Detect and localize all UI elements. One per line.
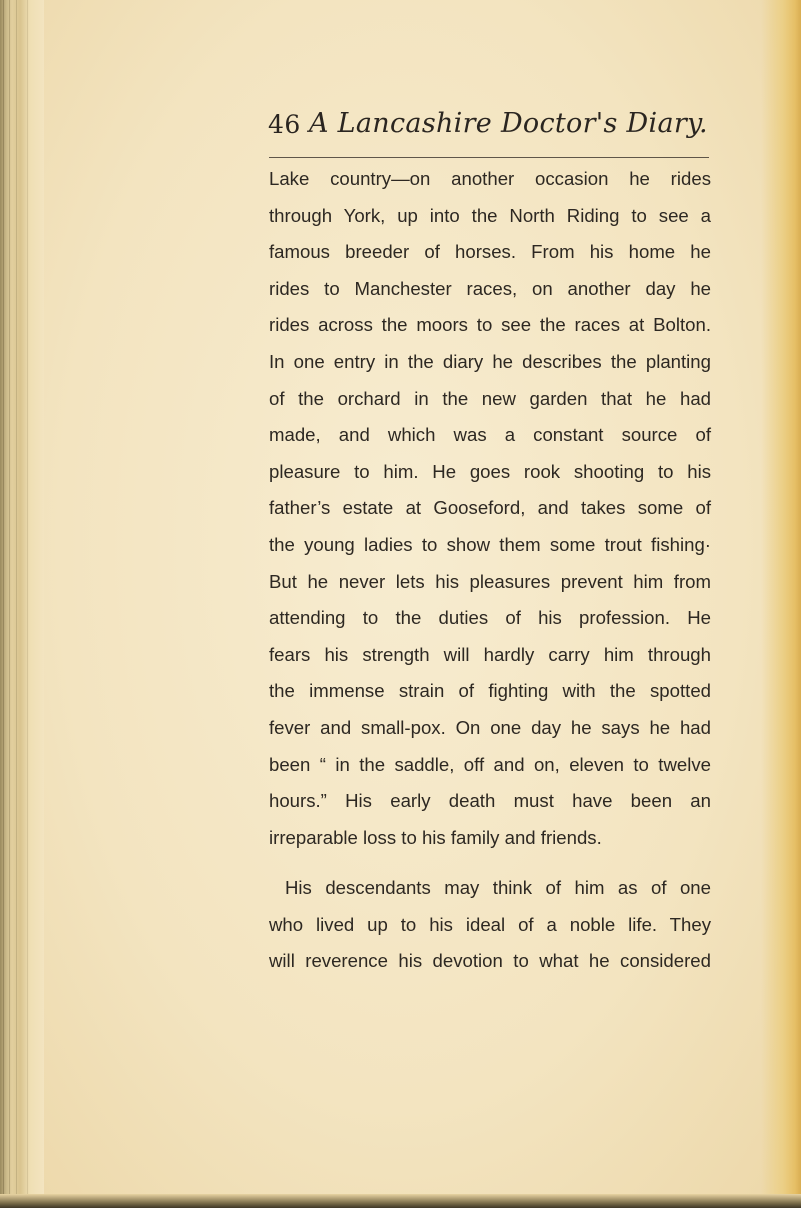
- page-right-edge: [761, 0, 801, 1208]
- text-line: In one entry in the diary he describes the planting: [269, 350, 711, 372]
- text-line: Lake country—on another occasion he rides: [269, 168, 711, 189]
- text-line: the immense strain of fighting with the spotted: [269, 680, 711, 702]
- text-line: the young ladies to show them some trout fishing·: [269, 533, 711, 555]
- text-line: been “ in the saddle, off and on, eleven to twelve: [269, 753, 711, 775]
- text-line: His descendants may think of him as of one: [285, 877, 711, 899]
- paragraph: [269, 870, 711, 980]
- text-line: famous breeder of horses. From his home he: [269, 241, 711, 263]
- gutter-line: [16, 0, 17, 1208]
- text-line: irreparable loss to his family and friends.: [269, 826, 602, 848]
- body-text: [269, 161, 711, 980]
- text-line: will reverence his devotion to what he considered: [269, 950, 711, 972]
- text-line: made, and which was a constant source of: [269, 424, 711, 446]
- text-line: fears his strength will hardly carry him through: [269, 643, 711, 665]
- page-number: 46: [268, 110, 301, 139]
- header-rule: [269, 157, 709, 158]
- paragraph: [269, 161, 711, 856]
- page-bottom-edge: [0, 1194, 801, 1208]
- paragraph-gap: [269, 856, 711, 870]
- text-line: who lived up to his ideal of a noble life. They: [269, 913, 711, 935]
- gutter-line: [9, 0, 10, 1208]
- text-line: pleasure to him. He goes rook shooting to his: [269, 460, 711, 482]
- text-line: father’s estate at Gooseford, and takes some of: [269, 497, 711, 519]
- running-title: A Lancashire Doctor's Diary.: [309, 108, 708, 139]
- binding-gutter: [0, 0, 44, 1208]
- running-header: [268, 104, 708, 148]
- text-line: But he never lets his pleasures prevent him from: [269, 570, 711, 592]
- gutter-line: [3, 0, 4, 1208]
- text-line: rides to Manchester races, on another day he: [269, 277, 711, 299]
- text-line: fever and small-pox. On one day he says he had: [269, 716, 711, 738]
- text-line: rides across the moors to see the races at Bolton.: [269, 314, 711, 336]
- text-line: attending to the duties of his profession. He: [269, 607, 711, 629]
- text-line: through York, up into the North Riding to see a: [269, 204, 711, 226]
- text-line: hours.” His early death must have been an: [269, 790, 711, 812]
- text-line: of the orchard in the new garden that he had: [269, 387, 711, 409]
- gutter-line: [27, 0, 28, 1208]
